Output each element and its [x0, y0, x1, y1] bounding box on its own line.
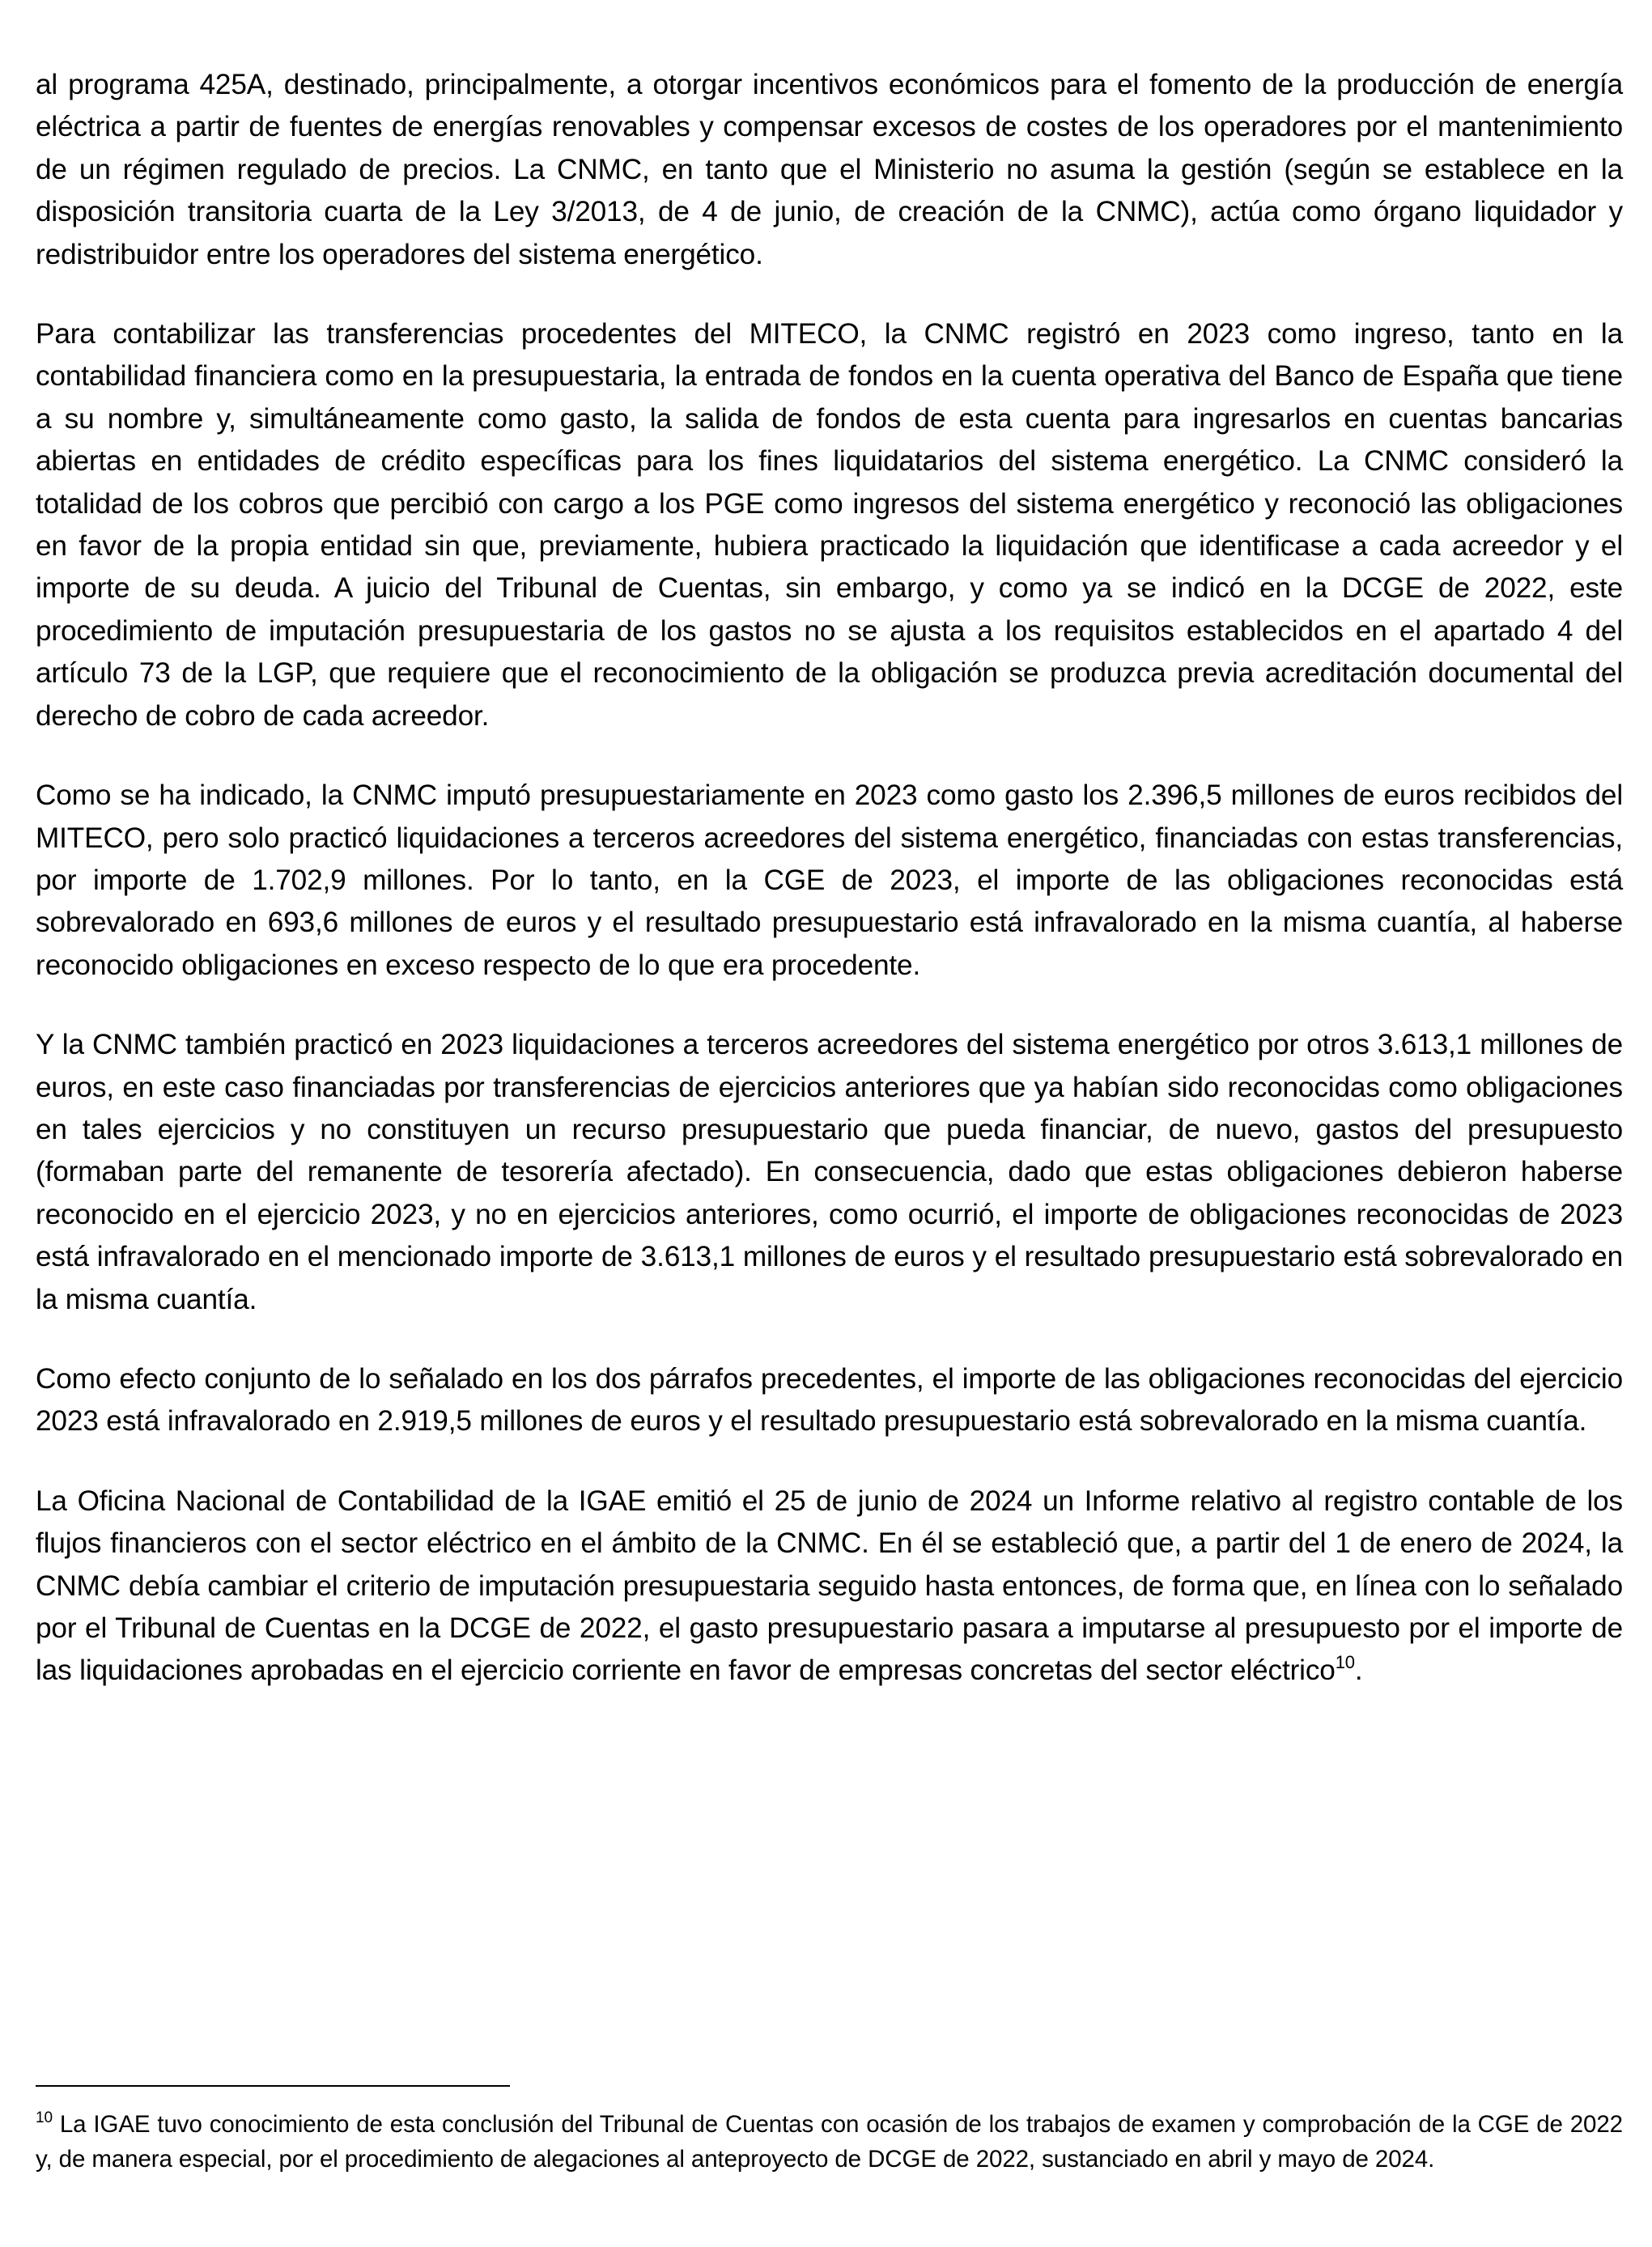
paragraph-igae-report	[36, 1480, 1623, 1693]
document-body	[36, 64, 1623, 1730]
footnote-text: La IGAE tuvo conocimiento de esta conclusión del Tribunal de Cuentas con ocasión de los trabajos de examen y comprobación de la CGE de 2022 y, de manera especial, por el procedimiento de alegaciones al anteproyecto de DCGE de 2022, sustanciado en abril y mayo de 2024.	[36, 2111, 1623, 2173]
footnote-number: 10	[36, 2109, 53, 2126]
paragraph-igae-report-text: La Oficina Nacional de Contabilidad de la IGAE emitió el 25 de junio de 2024 un Informe relativo al registro contable de los flujos financieros con el sector eléctrico en el ámbito de la CNMC. En él se estableció que, a partir del 1 de enero de 2024, la CNMC debía cambiar el criterio de imputación presupuestaria seguido hasta entonces, de forma que, en línea con lo señalado por el Tribunal de Cuentas en la DCGE de 2022, el gasto presupuestario pasara a imputarse al presupuesto por el importe de las liquidaciones aprobadas en el ejercicio corriente en favor de empresas concretas del sector eléctrico	[36, 1485, 1623, 1687]
paragraph-trailing-punctuation: .	[1354, 1654, 1363, 1687]
footnote	[36, 2107, 1623, 2177]
paragraph-program-425a: al programa 425A, destinado, principalmente, a otorgar incentivos económicos para el fomento de la producción de energía eléctrica a partir de fuentes de energías renovables y compensar excesos de costes de los operadores por el mantenimiento de un régimen regulado de precios. La CNMC, en tanto que el Ministerio no asuma la gestión (según se establece en la disposición transitoria cuarta de la Ley 3/2013, de 4 de junio, de creación de la CNMC), actúa como órgano liquidador y redistribuidor entre los operadores del sistema energético.	[36, 69, 1623, 270]
paragraph-miteco-transfers: Para contabilizar las transferencias procedentes del MITECO, la CNMC registró en 2023 como ingreso, tanto en la contabilidad financiera como en la presupuestaria, la entrada de fondos en la cuenta operativa del Banco de España que tiene a su nombre y, simultáneamente como gasto, la salida de fondos de esta cuenta para ingresarlos en cuentas bancarias abiertas en entidades de crédito específicas para los fines liquidatarios del sistema energético. La CNMC consideró la totalidad de los cobros que percibió con cargo a los PGE como ingresos del sistema energético y reconoció las obligaciones en favor de la propia entidad sin que, previamente, hubiera practicado la liquidación que identificase a cada acreedor y el importe de su deuda. A juicio del Tribunal de Cuentas, sin embargo, y como ya se indicó en la DCGE de 2022, este procedimiento de imputación presupuestaria de los gastos no se ajusta a los requisitos establecidos en el apartado 4 del artículo 73 de la LGP, que requiere que el reconocimiento de la obligación se produzca previa acreditación documental del derecho de cobro de cada acreedor.	[36, 318, 1623, 732]
paragraph-prior-year-liquidations: Y la CNMC también practicó en 2023 liquidaciones a terceros acreedores del sistema energético por otros 3.613,1 millones de euros, en este caso financiadas por transferencias de ejercicios anteriores que ya habían sido reconocidas como obligaciones en tales ejercicios y no constituyen un recurso presupuestario que pueda financiar, de nuevo, gastos del presupuesto (formaban parte del remanente de tesorería afectado). En consecuencia, dado que estas obligaciones debieron haberse reconocido en el ejercicio 2023, y no en ejercicios anteriores, como ocurrió, el importe de obligaciones reconocidas de 2023 está infravalorado en el mencionado importe de 3.613,1 millones de euros y el resultado presupuestario está sobrevalorado en la misma cuantía.	[36, 1029, 1623, 1315]
paragraph-imputed-expense: Como se ha indicado, la CNMC imputó presupuestariamente en 2023 como gasto los 2.396,5 millones de euros recibidos del MITECO, pero solo practicó liquidaciones a terceros acreedores del sistema energético, financiadas con estas transferencias, por importe de 1.702,9 millones. Por lo tanto, en la CGE de 2023, el importe de las obligaciones reconocidas está sobrevalorado en 693,6 millones de euros y el resultado presupuestario está infravalorado en la misma cuantía, al haberse reconocido obligaciones en exceso respecto de lo que era procedente.	[36, 779, 1623, 981]
paragraph-joint-effect: Como efecto conjunto de lo señalado en los dos párrafos precedentes, el importe de las obligaciones reconocidas del ejercicio 2023 está infravalorado en 2.919,5 millones de euros y el resultado presupuestario está sobrevalorado en la misma cuantía.	[36, 1362, 1623, 1438]
footnote-separator	[36, 2085, 510, 2087]
footnote-reference[interactable]: 10	[1335, 1652, 1355, 1673]
